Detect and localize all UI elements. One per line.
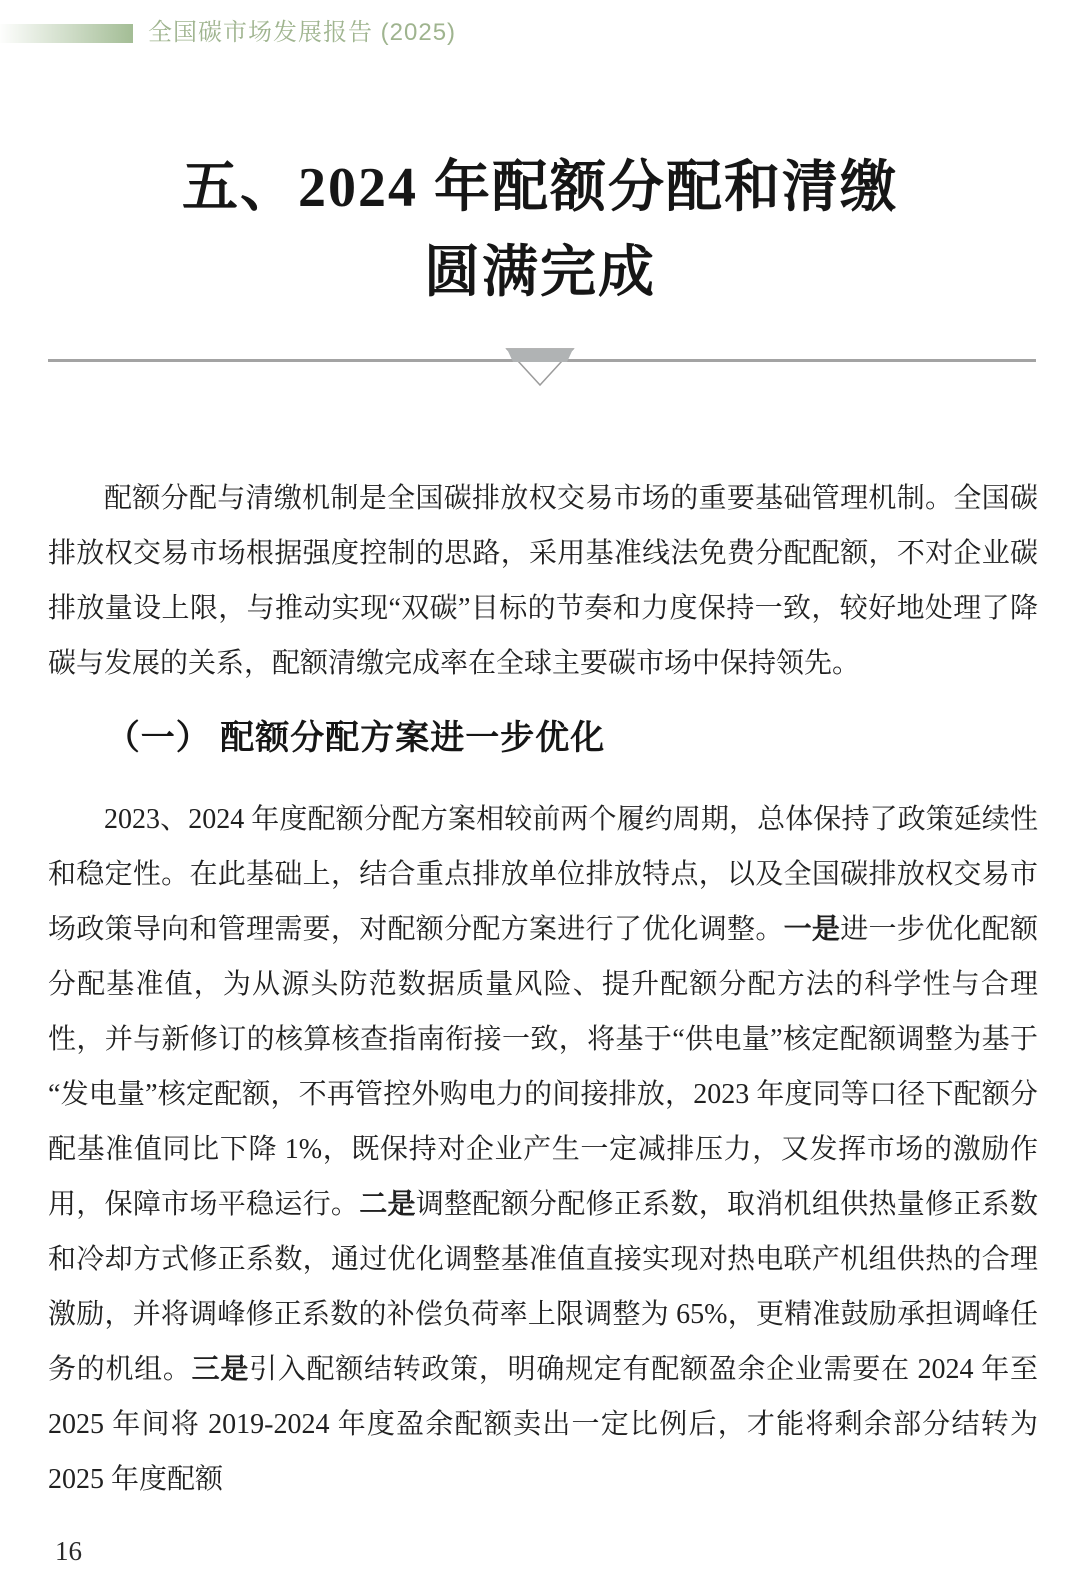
section-heading: （一） 配额分配方案进一步优化 [105, 720, 606, 757]
intro-paragraph: 配额分配与清缴机制是全国碳排放权交易市场的重要基础管理机制。全国碳排放权交易市场根据强度控制的思路，采用基准线法免费分配配额，不对企业碳排放量设上限，与推动实现“双碳”目标的节奏和力度保持一致，较好地处理了降碳与发展的关系，配额清缴完成率在全球主要碳市场中保持领先。 [48, 483, 1038, 679]
section-paragraph [48, 792, 1038, 1507]
section-divider [0, 346, 1080, 390]
section-paragraph-segment: 进一步优化配额分配基准值，为从源头防范数据质量风险、提升配额分配方法的科学性与合理性，并与新修订的核算核查指南衔接一致，将基于“供电量”核定配额调整为基于“发电量”核定配额，不再管控外购电力的间接排放，2023 年度同等口径下配额分配基准值同比下降 1%，既保持对企业产生一定减排压力，又发挥市场的激励作用，保障市场平稳运行。 [48, 914, 1038, 1220]
report-header-title: 全国碳市场发展报告 (2025) [148, 19, 457, 46]
chapter-title-line2: 圆满完成 [424, 242, 656, 304]
header-accent-bar [0, 24, 133, 43]
section-paragraph-bold-marker: 三是 [191, 1354, 250, 1385]
page-number: 16 [55, 1536, 82, 1566]
section-paragraph-bold-marker: 二是 [359, 1189, 416, 1220]
section-paragraph-segment: 引入配额结转政策，明确规定有配额盈余企业需要在 2024 年至 2025 年间将 2019-2024 年度盈余配额卖出一定比例后，才能将剩余部分结转为 2025 年度配额 [48, 1354, 1038, 1495]
triangle-down-icon [505, 347, 575, 387]
section-paragraph-segment: 2023、2024 年度配额分配方案相较前两个履约周期，总体保持了政策延续性和稳定性。在此基础上，结合重点排放单位排放特点，以及全国碳排放权交易市场政策导向和管理需要，对配额分配方案进行了优化调整。 [48, 804, 1038, 945]
chapter-title-line1: 五、2024 年配额分配和清缴 [182, 157, 898, 219]
section-paragraph-segment: 调整配额分配修正系数，取消机组供热量修正系数和冷却方式修正系数，通过优化调整基准值直接实现对热电联产机组供热的合理激励，并将调峰修正系数的补偿负荷率上限调整为 65%，更精准鼓励承担调峰任务的机组。 [48, 1189, 1038, 1385]
chapter-title [0, 146, 1080, 316]
section-paragraph-bold-marker: 一是 [783, 914, 841, 945]
